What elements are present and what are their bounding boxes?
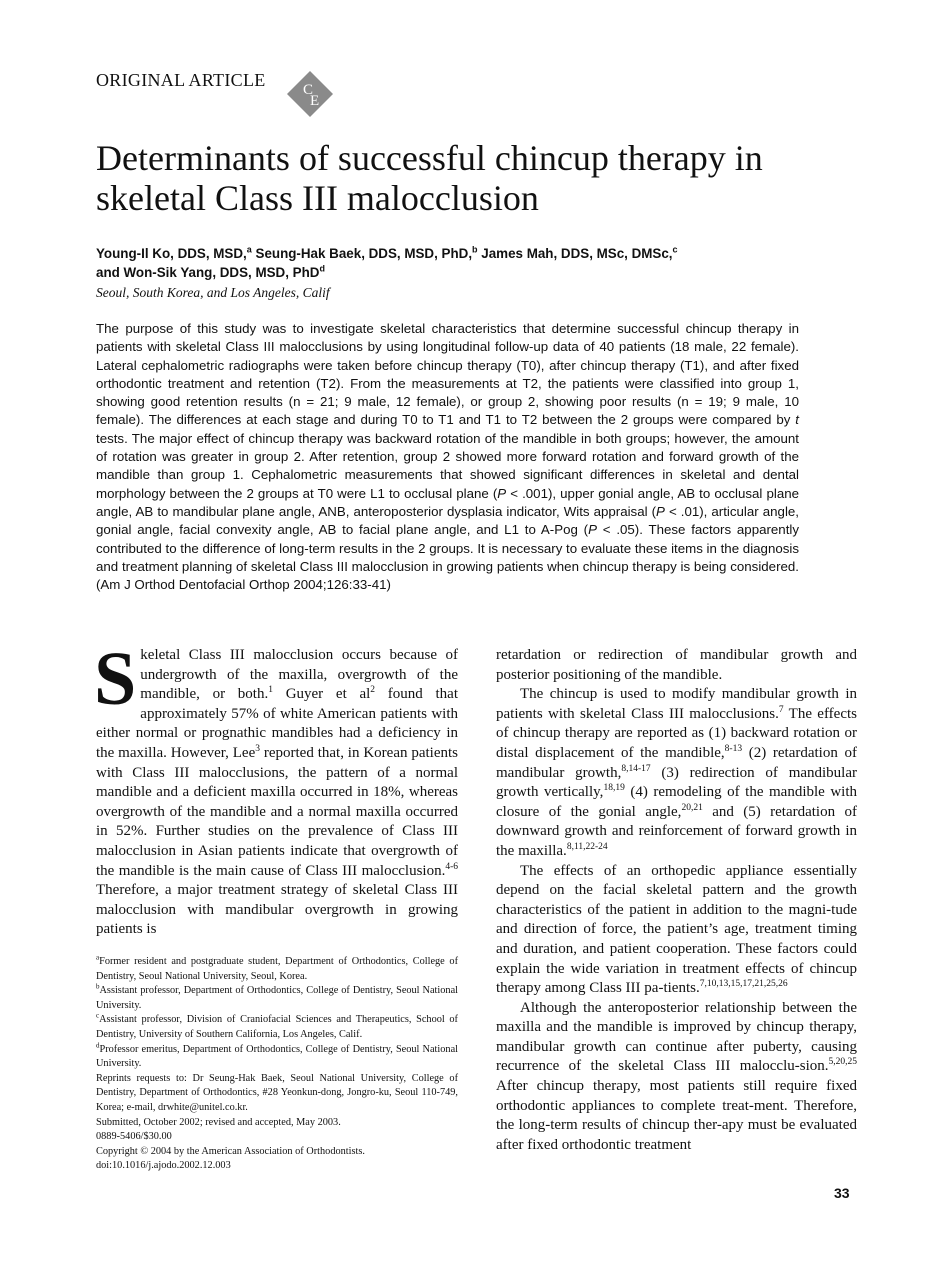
intro-paragraph xyxy=(94,637,458,940)
footnote: 0889-5406/$30.00 xyxy=(96,1131,172,1143)
citation-superscript: 3 xyxy=(255,743,260,754)
citation-superscript: 2 xyxy=(370,685,376,696)
footnotes xyxy=(96,955,458,1174)
ce-badge-icon xyxy=(286,70,334,118)
citation-superscript: 7,10,13,15,17,21,25,26 xyxy=(699,979,788,990)
citation-superscript: 8,14-17 xyxy=(621,763,651,774)
footnote: $^b$Assistant professor, Department of Orthodontics, College of Dentistry, Seoul National University. xyxy=(96,982,458,1011)
footnote-mark: a xyxy=(96,953,100,962)
abstract: The purpose of this study was to investigate skeletal characteristics that determine successful chincup therapy in patients with skeletal Class III malocclusions by using longitudinal follow-up data of 40 patients (18 male, 22 female). Lateral cephalometric radiographs were taken before chincup therapy (T0), after chincup therapy (T1), and after fixed orthodontic treatment and retention (T2). From the measurements at T2, the patients were classified into group 1, showing good retention results (n = 21; 9 male, 12 female), or group 2, showing poor results (n = 19; 9 male, 10 female). The differences at each stage and during T0 to T1 and T1 to T2 between the 2 groups were compared by t tests. The major effect of chincup therapy was backward rotation of the mandible in both groups; however, the amount of rotation was greater in group 2. After retention, group 2 showed more forward rotation and forward growth of the mandible than group 1. Cephalometric measurements that showed significant differences in skeletal and dental morphology between the 2 groups at T0 were L1 to occlusal plane (P < .001), upper gonial angle, AB to occlusal plane angle, AB to mandibular plane angle, ANB, anteroposterior dysplasia indicator, Wits appraisal (P < .01), articular angle, gonial angle, facial convexity angle, AB to facial plane angle, and L1 to A-Pog (P < .05). These factors apparently contributed to the difference of long-term results in the 2 groups. It is necessary to evaluate these items in the diagnosis and treatment planning of skeletal Class III malocclusion in growing patients when chincup therapy is being considered. (Am J Orthod Dentofacial Orthop 2004;126:33-41) xyxy=(96,321,800,593)
citation-superscript: 20,21 xyxy=(681,802,703,813)
paragraph-chincup-effects: The chincup is used to modify mandibular growth in patients with skeletal Class III malocclusions.$^7$ The effects of chincup therapy are reported as (1) backward rotation or distal displacement of the mandible,$^{8-13}$ (2) retardation of mandibular growth,$^{8,14-17}$ (3) redirection of mandibular growth vertically,$^{18,19}$ (4) remodeling of the mandible with closure of the gonial angle,$^{20,21}$ and (5) retardation of downward growth and reinforcement of forward growth in the maxilla.$^{8,11,22-24}$ xyxy=(496,686,858,859)
author-affiliation-mark: b xyxy=(472,244,478,255)
citation-superscript: 18,19 xyxy=(603,783,625,794)
paragraph-appliance-effects: The effects of an orthopedic appliance essentially depend on the facial skeletal pattern and the growth characteristics of the patient in addition to the magni-tude and direction of force, the patient’s age, treatment timing and duration, and patient cooperation. These factors could explain the wide variation in treatment effects of chincup therapy among Class III pa-tients.$^{7,10,13,15,17,21,25,26}$ xyxy=(496,862,857,997)
author-affiliation-mark: a xyxy=(246,244,252,255)
drop-cap: S xyxy=(94,637,137,721)
author-name: James Mah, DDS, MSc, DMSc, xyxy=(481,246,673,261)
article-title: Determinants of successful chincup therapy in skeletal Class III malocclusion xyxy=(96,138,763,218)
citation-superscript: 8,11,22-24 xyxy=(566,841,608,852)
citation-superscript: 4-6 xyxy=(445,861,458,872)
footnote: $^d$Professor emeritus, Department of Orthodontics, College of Dentistry, Seoul National University. xyxy=(96,1041,458,1070)
footnote: Reprints requests to: Dr Seung-Hak Baek, Seoul National University, College of Dentistry, Department of Orthodontics, #28 Yeonkun-dong, Jongro-ku, Seoul 110-749, Korea; e-mail, drwhite@unitel.co.kr. xyxy=(96,1072,458,1113)
badge-letter-e: E xyxy=(310,93,320,109)
paragraph-long-term: Although the anteroposterior relationship between the maxilla and the mandible is improved by chincup therapy, mandibular growth can continue after puberty, causing recurrence of the skeletal Class III malocclu-sion.$^{5,20,25}$ After chincup therapy, most patients still require fixed orthodontic appliances to complete treat-ment. Therefore, the long-term results of chincup ther-apy must be evaluated after fixed orthodontic treatment xyxy=(496,999,857,1153)
footnote-mark: c xyxy=(96,1011,100,1020)
paragraph-continued: retardation or redirection of mandibular growth and posterior positioning of the mandible. xyxy=(496,647,857,683)
footnote-mark: d xyxy=(96,1041,100,1050)
footnote-mark: b xyxy=(96,982,100,991)
author-name: Seung-Hak Baek, DDS, MSD, PhD, xyxy=(255,246,473,261)
footnote: doi:10.1016/j.ajodo.2002.12.003 xyxy=(96,1160,231,1172)
footnote: $^a$Former resident and postgraduate student, Department of Orthodontics, College of Dentistry, Seoul National University, Seoul, Korea. xyxy=(96,953,458,982)
footnote: Copyright © 2004 by the American Association of Orthodontists. xyxy=(96,1145,365,1157)
body-column-right xyxy=(496,646,857,1155)
section-label: ORIGINAL ARTICLE xyxy=(96,70,266,90)
citation-superscript: 8-13 xyxy=(724,743,743,754)
footnote: Submitted, October 2002; revised and accepted, May 2003. xyxy=(96,1116,341,1128)
author-list xyxy=(96,244,816,282)
page-number: 33 xyxy=(834,1185,850,1201)
author-name: and Won-Sik Yang, DDS, MSD, PhD xyxy=(96,265,320,280)
body-column-left xyxy=(94,637,458,940)
author-location: Seoul, South Korea, and Los Angeles, Calif xyxy=(96,285,330,300)
citation-superscript: 1 xyxy=(268,685,273,696)
citation-superscript: 5,20,25 xyxy=(828,1057,857,1068)
paragraph-text: keletal Class III malocclusion occurs because of undergrowth of the maxilla, overgrowth of the mandible, or both.$^1$ Guyer et $al^2$ found that approximately 57% of white American patients with either normal or prognathic mandibles had a deficiency in the maxilla. However, Lee$^3$ reported that, in Korean patients with Class III malocclusions, the pattern of a normal mandible and a deficient maxilla occurred in 18%, whereas overgrowth of the mandible and a normal maxilla occurred in 52%. Further studies on the prevalence of Class III malocclusion in Asian patients indicate that overgrowth of the mandible is the main cause of Class III malocclusion.$^{4-6}$ Therefore, a major treatment strategy of skeletal Class III malocclusion with mandibular overgrowth in growing patients is xyxy=(96,647,458,938)
badge-letter-c: C xyxy=(303,82,314,98)
citation-superscript: 7 xyxy=(778,704,784,715)
author-affiliation-mark: c xyxy=(672,244,678,255)
author-name: Young-Il Ko, DDS, MSD, xyxy=(96,246,247,261)
footnote: $^c$Assistant professor, Division of Craniofacial Sciences and Therapeutics, School of Dentistry, University of Southern California, Los Angeles, Calif. xyxy=(96,1011,458,1040)
author-affiliation-mark: d xyxy=(319,263,325,274)
